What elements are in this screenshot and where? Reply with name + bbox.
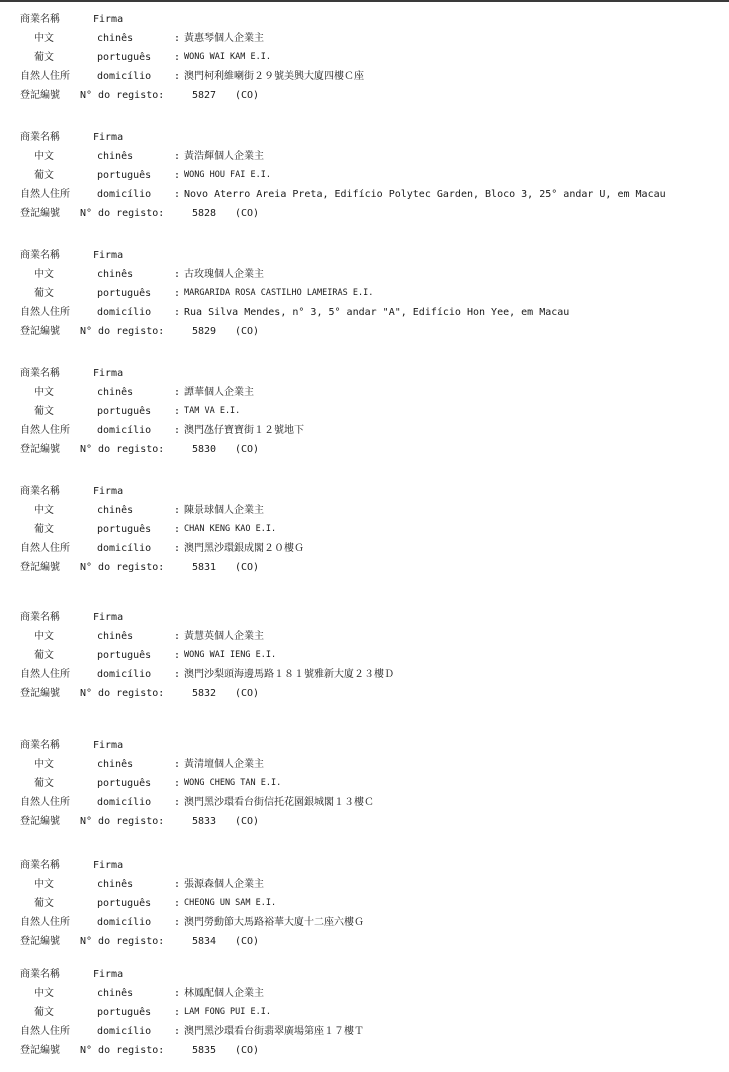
colon: : (174, 189, 181, 200)
registry-label-zh: 登記編號 (20, 444, 60, 455)
firm-heading-line (20, 364, 725, 383)
colon: : (174, 797, 181, 808)
registry-label-pt: N° do registo: (80, 936, 165, 947)
portuguese-label-pt: português (97, 778, 152, 789)
colon: : (174, 269, 181, 280)
registry-label-zh: 登記編號 (20, 1045, 60, 1056)
chinese-name-line (20, 875, 725, 894)
registry-number: 5827 (192, 90, 217, 101)
chinese-name-line (20, 29, 725, 48)
portuguese-label-zh: 葡文 (34, 170, 54, 181)
chinese-label-pt: chinês (97, 387, 134, 398)
firm-label-zh: 商業名稱 (20, 486, 60, 497)
domicile-line (20, 1022, 725, 1041)
firm-heading-line (20, 856, 725, 875)
domicile-line (20, 913, 725, 932)
firm-label-zh: 商業名稱 (20, 368, 60, 379)
registry-record (20, 608, 725, 703)
registry-code: (CO) (235, 562, 260, 573)
colon: : (174, 669, 181, 680)
firm-name-chinese: 張源森個人企業主 (184, 879, 264, 890)
firm-name-portuguese: TAM VA E.I. (184, 406, 241, 416)
domicile-value: 澳門黑沙環看台街信托花園銀城閣１３樓Ｃ (184, 797, 374, 808)
portuguese-label-pt: português (97, 406, 152, 417)
registry-label-pt: N° do registo: (80, 816, 165, 827)
domicile-line (20, 793, 725, 812)
chinese-label-zh: 中文 (34, 505, 54, 516)
chinese-label-zh: 中文 (34, 33, 54, 44)
registry-label-zh: 登記編號 (20, 688, 60, 699)
registry-label-zh: 登記編號 (20, 936, 60, 947)
domicile-value: 澳門柯利維喇街２９號美興大廈四樓Ｃ座 (184, 71, 364, 82)
firm-label-pt: Firma (93, 14, 124, 25)
domicile-label-pt: domicílio (97, 543, 152, 554)
colon: : (174, 898, 181, 909)
chinese-label-pt: chinês (97, 631, 134, 642)
colon: : (174, 52, 181, 63)
colon: : (174, 543, 181, 554)
registry-code: (CO) (235, 816, 260, 827)
chinese-label-pt: chinês (97, 269, 134, 280)
firm-name-chinese: 黃慧英個人企業主 (184, 631, 264, 642)
colon: : (174, 505, 181, 516)
portuguese-label-zh: 葡文 (34, 524, 54, 535)
domicile-label-pt: domicílio (97, 669, 152, 680)
colon: : (174, 879, 181, 890)
firm-name-portuguese: CHEONG UN SAM E.I. (184, 898, 277, 908)
chinese-label-zh: 中文 (34, 759, 54, 770)
firm-label-pt: Firma (93, 132, 124, 143)
colon: : (174, 170, 181, 181)
top-rule (0, 0, 729, 2)
colon: : (174, 425, 181, 436)
firm-heading-line (20, 965, 725, 984)
registry-code: (CO) (235, 688, 260, 699)
domicile-label-zh: 自然人住所 (20, 797, 70, 808)
chinese-label-zh: 中文 (34, 631, 54, 642)
chinese-label-zh: 中文 (34, 387, 54, 398)
portuguese-name-line (20, 402, 725, 421)
firm-name-chinese: 古玫瑰個人企業主 (184, 269, 264, 280)
firm-heading-line (20, 736, 725, 755)
chinese-label-pt: chinês (97, 988, 134, 999)
portuguese-label-pt: português (97, 52, 152, 63)
registry-label-pt: N° do registo: (80, 208, 165, 219)
chinese-name-line (20, 984, 725, 1003)
firm-heading-line (20, 246, 725, 265)
firm-label-pt: Firma (93, 368, 124, 379)
firm-name-chinese: 黃清壇個人企業主 (184, 759, 264, 770)
registry-label-pt: N° do registo: (80, 326, 165, 337)
registry-label-zh: 登記編號 (20, 90, 60, 101)
domicile-label-pt: domicílio (97, 797, 152, 808)
domicile-value: 澳門黑沙環看台街翡翠廣場第座１７樓Ｔ (184, 1026, 364, 1037)
colon: : (174, 307, 181, 318)
firm-name-chinese: 黃浩輝個人企業主 (184, 151, 264, 162)
firm-name-chinese: 林鳳配個人企業主 (184, 988, 264, 999)
domicile-label-zh: 自然人住所 (20, 307, 70, 318)
firm-name-portuguese: WONG CHENG TAN E.I. (184, 778, 282, 788)
registry-label-pt: N° do registo: (80, 444, 165, 455)
registry-line (20, 558, 725, 577)
chinese-label-pt: chinês (97, 759, 134, 770)
portuguese-name-line (20, 284, 725, 303)
domicile-line (20, 665, 725, 684)
portuguese-label-zh: 葡文 (34, 898, 54, 909)
portuguese-label-pt: português (97, 288, 152, 299)
registry-label-pt: N° do registo: (80, 688, 165, 699)
registry-code: (CO) (235, 326, 260, 337)
colon: : (174, 1026, 181, 1037)
registry-label-zh: 登記編號 (20, 326, 60, 337)
chinese-name-line (20, 265, 725, 284)
firm-label-zh: 商業名稱 (20, 969, 60, 980)
firm-label-zh: 商業名稱 (20, 132, 60, 143)
domicile-line (20, 67, 725, 86)
firm-name-portuguese: CHAN KENG KAO E.I. (184, 524, 277, 534)
portuguese-label-pt: português (97, 170, 152, 181)
firm-label-pt: Firma (93, 612, 124, 623)
registry-number: 5835 (192, 1045, 217, 1056)
registry-label-zh: 登記編號 (20, 208, 60, 219)
registry-number: 5828 (192, 208, 217, 219)
chinese-name-line (20, 383, 725, 402)
firm-name-chinese: 譚華個人企業主 (184, 387, 254, 398)
chinese-label-zh: 中文 (34, 269, 54, 280)
registry-line (20, 322, 725, 341)
registry-label-pt: N° do registo: (80, 562, 165, 573)
registry-line (20, 86, 725, 105)
registry-record (20, 856, 725, 951)
registry-record (20, 128, 725, 223)
registry-line (20, 684, 725, 703)
domicile-label-pt: domicílio (97, 1026, 152, 1037)
portuguese-name-line (20, 774, 725, 793)
registry-code: (CO) (235, 208, 260, 219)
registry-line (20, 1041, 725, 1060)
firm-name-chinese: 陳景球個人企業主 (184, 505, 264, 516)
firm-name-portuguese: WONG WAI IENG E.I. (184, 650, 277, 660)
registry-code: (CO) (235, 90, 260, 101)
domicile-value: 澳門氹仔寶寶街１２號地下 (184, 425, 304, 436)
domicile-value: Novo Aterro Areia Preta, Edifício Polytec Garden, Bloco 3, 25° andar U, em Macau (184, 189, 666, 200)
registry-code: (CO) (235, 1045, 260, 1056)
registry-record (20, 965, 725, 1060)
chinese-label-pt: chinês (97, 505, 134, 516)
registry-label-zh: 登記編號 (20, 816, 60, 827)
firm-heading-line (20, 128, 725, 147)
colon: : (174, 631, 181, 642)
firm-heading-line (20, 608, 725, 627)
firm-heading-line (20, 10, 725, 29)
registry-code: (CO) (235, 936, 260, 947)
chinese-name-line (20, 501, 725, 520)
portuguese-label-pt: português (97, 1007, 152, 1018)
domicile-label-pt: domicílio (97, 917, 152, 928)
firm-label-zh: 商業名稱 (20, 740, 60, 751)
firm-name-portuguese: WONG HOU FAI E.I. (184, 170, 271, 180)
registry-number: 5832 (192, 688, 217, 699)
portuguese-label-pt: português (97, 650, 152, 661)
colon: : (174, 151, 181, 162)
colon: : (174, 650, 181, 661)
registry-number: 5829 (192, 326, 217, 337)
registry-number: 5833 (192, 816, 217, 827)
colon: : (174, 288, 181, 299)
registry-record (20, 246, 725, 341)
registry-record (20, 736, 725, 831)
firm-label-pt: Firma (93, 250, 124, 261)
portuguese-label-zh: 葡文 (34, 650, 54, 661)
colon: : (174, 71, 181, 82)
colon: : (174, 759, 181, 770)
chinese-label-zh: 中文 (34, 879, 54, 890)
chinese-name-line (20, 627, 725, 646)
chinese-label-pt: chinês (97, 151, 134, 162)
domicile-label-zh: 自然人住所 (20, 917, 70, 928)
chinese-name-line (20, 755, 725, 774)
domicile-value: 澳門勞動節大馬路裕華大廈十二座六樓Ｇ (184, 917, 364, 928)
domicile-value: Rua Silva Mendes, n° 3, 5° andar "A", Edifício Hon Yee, em Macau (184, 307, 570, 318)
domicile-line (20, 421, 725, 440)
domicile-value: 澳門沙梨頭海邊馬路１８１號雅新大廈２３樓Ｄ (184, 669, 394, 680)
portuguese-label-pt: português (97, 524, 152, 535)
registry-line (20, 204, 725, 223)
portuguese-label-zh: 葡文 (34, 778, 54, 789)
registry-label-zh: 登記編號 (20, 562, 60, 573)
firm-name-chinese: 黃惠琴個人企業主 (184, 33, 264, 44)
domicile-value: 澳門黑沙環銀成閣２０樓Ｇ (184, 543, 304, 554)
domicile-label-zh: 自然人住所 (20, 1026, 70, 1037)
colon: : (174, 387, 181, 398)
domicile-label-pt: domicílio (97, 425, 152, 436)
domicile-line (20, 185, 725, 204)
registry-number: 5830 (192, 444, 217, 455)
colon: : (174, 524, 181, 535)
registry-code: (CO) (235, 444, 260, 455)
portuguese-name-line (20, 520, 725, 539)
colon: : (174, 988, 181, 999)
registry-record (20, 10, 725, 105)
colon: : (174, 33, 181, 44)
registry-number: 5834 (192, 936, 217, 947)
domicile-line (20, 539, 725, 558)
registry-line (20, 440, 725, 459)
firm-name-portuguese: LAM FONG PUI E.I. (184, 1007, 271, 1017)
firm-label-zh: 商業名稱 (20, 860, 60, 871)
registry-line (20, 932, 725, 951)
domicile-label-zh: 自然人住所 (20, 543, 70, 554)
firm-label-zh: 商業名稱 (20, 14, 60, 25)
domicile-label-zh: 自然人住所 (20, 71, 70, 82)
portuguese-name-line (20, 646, 725, 665)
domicile-label-zh: 自然人住所 (20, 425, 70, 436)
chinese-label-pt: chinês (97, 33, 134, 44)
colon: : (174, 406, 181, 417)
domicile-line (20, 303, 725, 322)
chinese-name-line (20, 147, 725, 166)
registry-label-pt: N° do registo: (80, 90, 165, 101)
portuguese-name-line (20, 894, 725, 913)
domicile-label-zh: 自然人住所 (20, 189, 70, 200)
colon: : (174, 778, 181, 789)
chinese-label-zh: 中文 (34, 151, 54, 162)
registry-label-pt: N° do registo: (80, 1045, 165, 1056)
registry-record (20, 482, 725, 577)
portuguese-label-pt: português (97, 898, 152, 909)
portuguese-label-zh: 葡文 (34, 288, 54, 299)
chinese-label-zh: 中文 (34, 988, 54, 999)
firm-label-pt: Firma (93, 860, 124, 871)
registry-number: 5831 (192, 562, 217, 573)
firm-name-portuguese: MARGARIDA ROSA CASTILHO LAMEIRAS E.I. (184, 288, 374, 298)
domicile-label-zh: 自然人住所 (20, 669, 70, 680)
domicile-label-pt: domicílio (97, 189, 152, 200)
portuguese-label-zh: 葡文 (34, 52, 54, 63)
firm-label-pt: Firma (93, 969, 124, 980)
firm-heading-line (20, 482, 725, 501)
domicile-label-pt: domicílio (97, 307, 152, 318)
registry-line (20, 812, 725, 831)
domicile-label-pt: domicílio (97, 71, 152, 82)
portuguese-label-zh: 葡文 (34, 1007, 54, 1018)
portuguese-label-zh: 葡文 (34, 406, 54, 417)
portuguese-name-line (20, 166, 725, 185)
colon: : (174, 1007, 181, 1018)
firm-label-pt: Firma (93, 740, 124, 751)
firm-name-portuguese: WONG WAI KAM E.I. (184, 52, 271, 62)
firm-label-zh: 商業名稱 (20, 612, 60, 623)
portuguese-name-line (20, 1003, 725, 1022)
firm-label-zh: 商業名稱 (20, 250, 60, 261)
portuguese-name-line (20, 48, 725, 67)
registry-record (20, 364, 725, 459)
chinese-label-pt: chinês (97, 879, 134, 890)
firm-label-pt: Firma (93, 486, 124, 497)
colon: : (174, 917, 181, 928)
